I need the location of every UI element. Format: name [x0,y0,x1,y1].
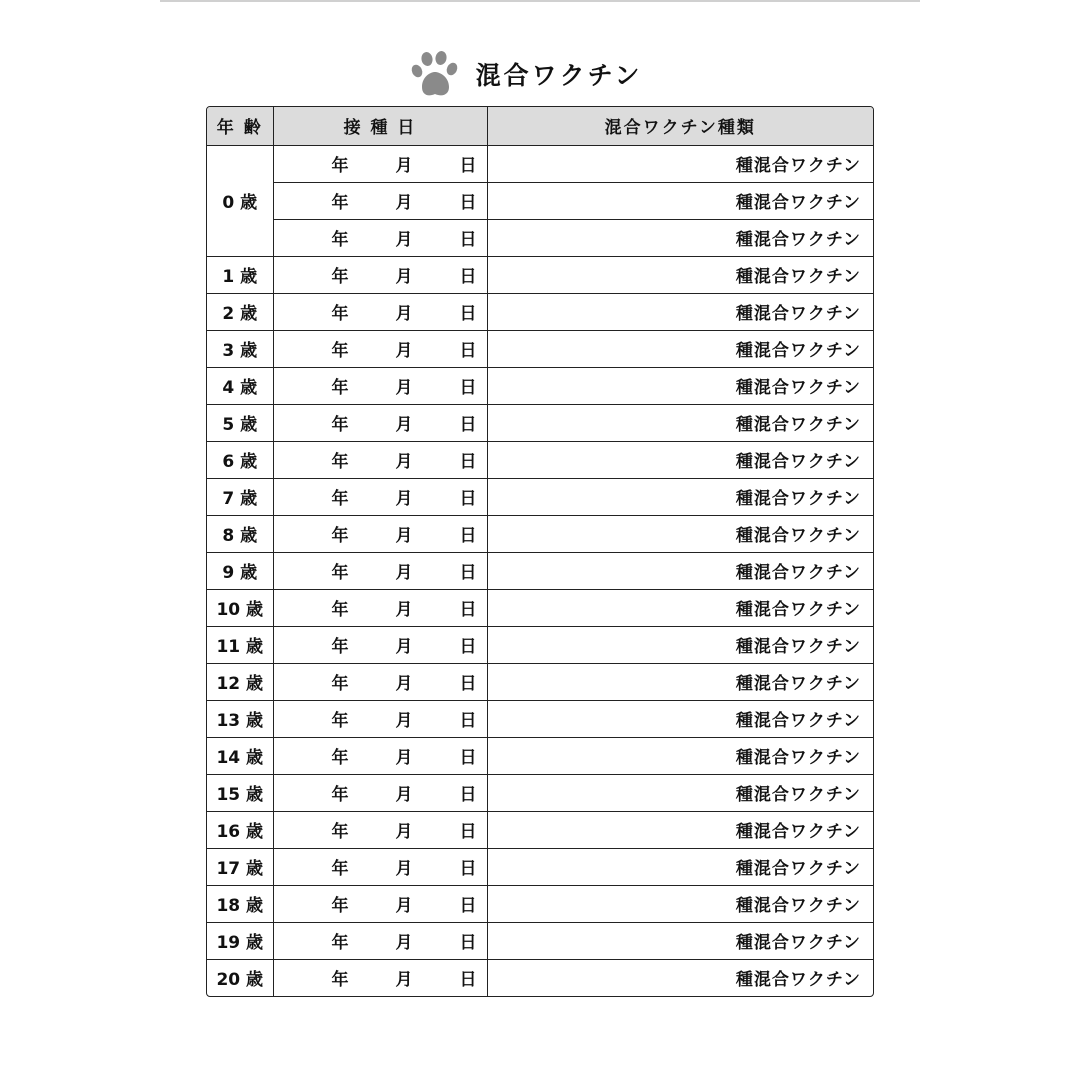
table-row [207,959,873,996]
vaccine-type-cell[interactable]: 種混合ワクチン [487,145,873,182]
date-cell[interactable] [273,330,487,367]
date-cell[interactable] [273,515,487,552]
month-label: 月 [395,748,413,768]
year-label: 年 [331,452,349,472]
date-cell[interactable] [273,219,487,256]
age-cell: 3 歳 [207,330,273,367]
table-row [207,367,873,404]
table-header-row [207,107,873,145]
year-label: 年 [331,711,349,731]
year-label: 年 [331,933,349,953]
page-title: 混合ワクチン [475,61,643,90]
age-cell: 1 歳 [207,256,273,293]
year-label: 年 [331,600,349,620]
year-label: 年 [331,785,349,805]
month-label: 月 [395,785,413,805]
header-age: 年 齢 [207,107,273,145]
year-label: 年 [331,896,349,916]
table-row [207,182,873,219]
month-label: 月 [395,711,413,731]
top-divider [160,0,920,2]
date-cell[interactable] [273,811,487,848]
vaccine-type-cell[interactable]: 種混合ワクチン [487,367,873,404]
year-label: 年 [331,674,349,694]
age-cell: 13 歳 [207,700,273,737]
month-label: 月 [395,489,413,509]
day-label: 日 [459,489,477,509]
month-label: 月 [395,970,413,991]
year-label: 年 [331,304,349,324]
vaccine-record-table [206,106,874,997]
table-row [207,256,873,293]
table-row [207,848,873,885]
day-label: 日 [459,156,477,176]
month-label: 月 [395,563,413,583]
vaccine-type-cell[interactable]: 種混合ワクチン [487,552,873,589]
age-cell: 17 歳 [207,848,273,885]
month-label: 月 [395,415,413,435]
year-label: 年 [331,156,349,176]
age-cell: 20 歳 [207,959,273,996]
month-label: 月 [395,341,413,361]
day-label: 日 [459,674,477,694]
age-cell: 18 歳 [207,885,273,922]
age-cell: 7 歳 [207,478,273,515]
vaccine-type-cell[interactable]: 種混合ワクチン [487,737,873,774]
day-label: 日 [459,637,477,657]
day-label: 日 [459,563,477,583]
age-cell-0: 0 歳 [207,145,273,256]
table-row [207,478,873,515]
title-area [0,44,1080,104]
year-label: 年 [331,415,349,435]
age-cell: 9 歳 [207,552,273,589]
date-cell[interactable] [273,404,487,441]
year-label: 年 [331,563,349,583]
table-row [207,330,873,367]
day-label: 日 [459,896,477,916]
age-cell: 19 歳 [207,922,273,959]
day-label: 日 [459,415,477,435]
table-row [207,515,873,552]
table-row [207,145,873,182]
date-cell[interactable] [273,293,487,330]
table-row [207,589,873,626]
month-label: 月 [395,193,413,213]
header-vaccine-type: 混合ワクチン種類 [487,107,873,145]
day-label: 日 [459,970,477,991]
year-label: 年 [331,970,349,991]
day-label: 日 [459,452,477,472]
date-cell[interactable] [273,552,487,589]
date-cell[interactable] [273,256,487,293]
day-label: 日 [459,304,477,324]
table-row [207,774,873,811]
day-label: 日 [459,341,477,361]
vaccine-type-cell[interactable]: 種混合ワクチン [487,885,873,922]
table-row [207,552,873,589]
vaccine-type-cell[interactable]: 種混合ワクチン [487,293,873,330]
day-label: 日 [459,230,477,250]
year-label: 年 [331,193,349,213]
month-label: 月 [395,526,413,546]
header-date: 接 種 日 [273,107,487,145]
vaccine-type-cell[interactable]: 種混合ワクチン [487,589,873,626]
month-label: 月 [395,378,413,398]
vaccine-type-cell[interactable]: 種混合ワクチン [487,515,873,552]
table-row [207,885,873,922]
date-cell[interactable] [273,367,487,404]
vaccine-type-cell[interactable]: 種混合ワクチン [487,478,873,515]
date-cell[interactable] [273,589,487,626]
year-label: 年 [331,267,349,287]
date-cell[interactable] [273,478,487,515]
age-cell: 2 歳 [207,293,273,330]
vaccine-type-cell[interactable]: 種混合ワクチン [487,404,873,441]
vaccine-type-cell[interactable]: 種混合ワクチン [487,330,873,367]
vaccine-type-cell[interactable]: 種混合ワクチン [487,626,873,663]
year-label: 年 [331,859,349,879]
month-label: 月 [395,267,413,287]
month-label: 月 [395,230,413,250]
age-cell: 12 歳 [207,663,273,700]
vaccine-type-cell[interactable]: 種混合ワクチン [487,182,873,219]
vaccine-type-cell[interactable]: 種混合ワクチン [487,700,873,737]
year-label: 年 [331,748,349,768]
vaccine-type-cell[interactable]: 種混合ワクチン [487,663,873,700]
date-cell[interactable] [273,441,487,478]
vaccine-type-cell[interactable]: 種混合ワクチン [487,811,873,848]
day-label: 日 [459,748,477,768]
year-label: 年 [331,637,349,657]
vaccine-type-cell[interactable]: 種混合ワクチン [487,219,873,256]
vaccine-type-cell[interactable]: 種混合ワクチン [487,774,873,811]
table-row [207,219,873,256]
month-label: 月 [395,452,413,472]
date-cell[interactable] [273,663,487,700]
table-row [207,737,873,774]
table-row [207,404,873,441]
date-cell[interactable] [273,182,487,219]
month-label: 月 [395,156,413,176]
day-label: 日 [459,822,477,842]
month-label: 月 [395,637,413,657]
year-label: 年 [331,822,349,842]
date-cell[interactable] [273,848,487,885]
year-label: 年 [331,341,349,361]
vaccine-type-cell[interactable]: 種混合ワクチン [487,922,873,959]
vaccine-type-cell[interactable]: 種混合ワクチン [487,848,873,885]
date-cell[interactable] [273,959,487,996]
age-cell: 10 歳 [207,589,273,626]
vaccine-type-cell[interactable]: 種混合ワクチン [487,959,873,996]
day-label: 日 [459,711,477,731]
day-label: 日 [459,933,477,953]
date-cell[interactable] [273,700,487,737]
age-cell: 14 歳 [207,737,273,774]
month-label: 月 [395,600,413,620]
paw-print-icon [408,47,462,101]
year-label: 年 [331,489,349,509]
table-row [207,700,873,737]
month-label: 月 [395,674,413,694]
table-row [207,811,873,848]
month-label: 月 [395,859,413,879]
date-cell[interactable] [273,885,487,922]
day-label: 日 [459,859,477,879]
table-row [207,293,873,330]
month-label: 月 [395,896,413,916]
day-label: 日 [459,267,477,287]
date-cell[interactable] [273,737,487,774]
date-cell[interactable] [273,922,487,959]
month-label: 月 [395,822,413,842]
vaccine-type-cell[interactable]: 種混合ワクチン [487,256,873,293]
year-label: 年 [331,378,349,398]
age-cell: 15 歳 [207,774,273,811]
age-cell: 5 歳 [207,404,273,441]
date-cell[interactable] [273,774,487,811]
year-label: 年 [331,526,349,546]
table-row [207,626,873,663]
age-cell: 16 歳 [207,811,273,848]
date-cell[interactable] [273,626,487,663]
table-row [207,922,873,959]
date-cell[interactable] [273,145,487,182]
vaccine-type-cell[interactable]: 種混合ワクチン [487,441,873,478]
age-cell: 8 歳 [207,515,273,552]
year-label: 年 [331,230,349,250]
month-label: 月 [395,304,413,324]
age-cell: 11 歳 [207,626,273,663]
day-label: 日 [459,193,477,213]
day-label: 日 [459,526,477,546]
day-label: 日 [459,600,477,620]
day-label: 日 [459,785,477,805]
age-cell: 4 歳 [207,367,273,404]
month-label: 月 [395,933,413,953]
day-label: 日 [459,378,477,398]
table-row [207,663,873,700]
age-cell: 6 歳 [207,441,273,478]
table-row [207,441,873,478]
